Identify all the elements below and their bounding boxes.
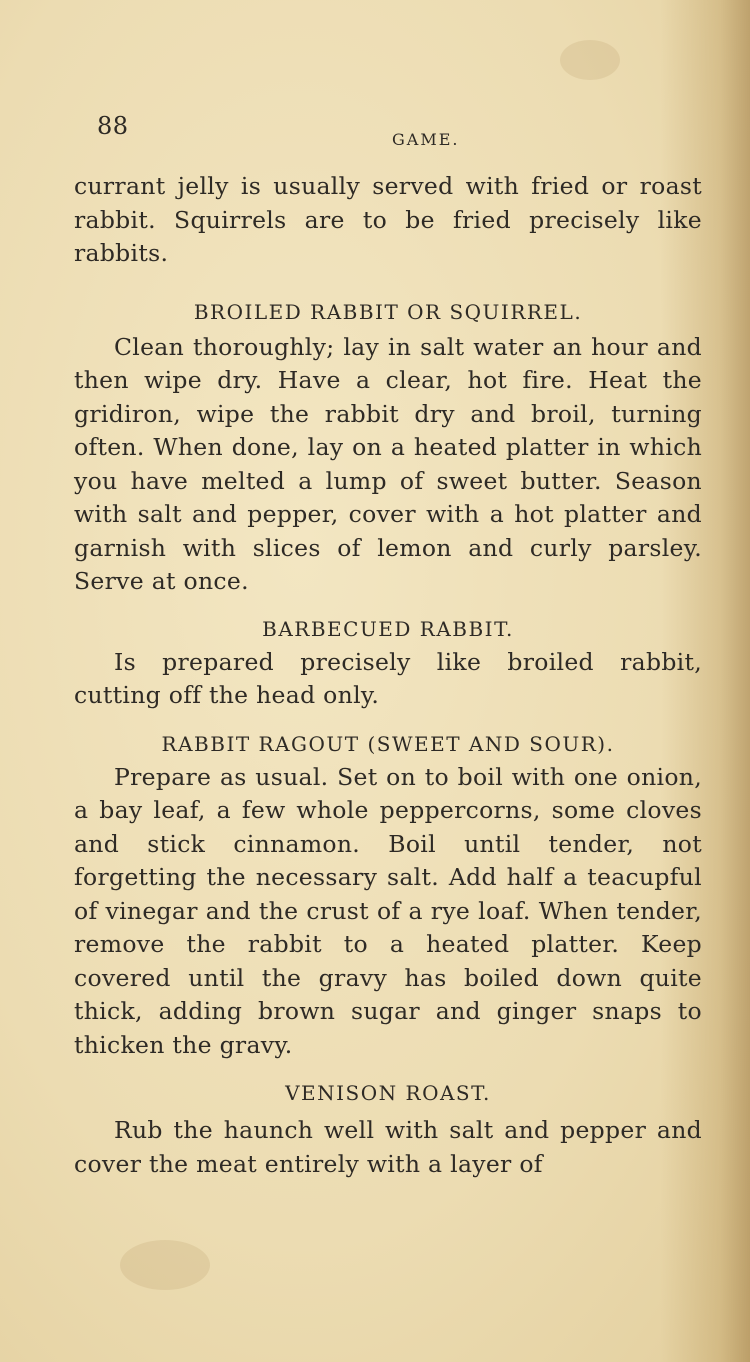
page-body xyxy=(74,170,702,1181)
paper-stain xyxy=(120,1240,210,1290)
page-number: 88 xyxy=(97,112,129,140)
heading-broiled-rabbit: BROILED RABBIT OR SQUIRREL. xyxy=(193,299,583,324)
running-head: GAME. xyxy=(392,130,460,149)
paragraph-venison-roast: Rub the haunch well with salt and pepper and cover the meat entirely with a layer of xyxy=(74,1116,702,1178)
paragraph-broiled-rabbit: Clean thoroughly; lay in salt water an hour and then wipe dry. Have a clear, hot fire. Heat the gridiron, wipe the rabbit dry and broil, turning often. When done, lay on a heated platter in which you have melted a lump of sweet butter. Season with salt and pepper, cover with a hot platter and garnish with slices of lemon and curly parsley. Serve at once. xyxy=(74,332,702,595)
heading-barbecued-rabbit: BARBECUED RABBIT. xyxy=(262,616,514,641)
paragraph-rabbit-ragout: Prepare as usual. Set on to boil with one onion, a bay leaf, a few whole peppercorns, some cloves and stick cinnamon. Boil until tender, not forgetting the necessary salt. Add half a teacupful of vinegar and the crust of a rye loaf. When tender, remove the rabbit to a heated platter. Keep covered until the gravy has boiled down quite thick, adding brown sugar and ginger snaps to thicken the gravy. xyxy=(74,762,702,1059)
heading-rabbit-ragout: RABBIT RAGOUT (SWEET AND SOUR). xyxy=(161,731,615,756)
paper-stain xyxy=(560,40,620,80)
paragraph-continuation: currant jelly is usually served with fried or roast rabbit. Squirrels are to be fried precisely like rabbits. xyxy=(74,172,702,267)
heading-venison-roast: VENISON ROAST. xyxy=(285,1081,491,1105)
paragraph-barbecued-rabbit: Is prepared precisely like broiled rabbit, cutting off the head only. xyxy=(74,647,702,709)
